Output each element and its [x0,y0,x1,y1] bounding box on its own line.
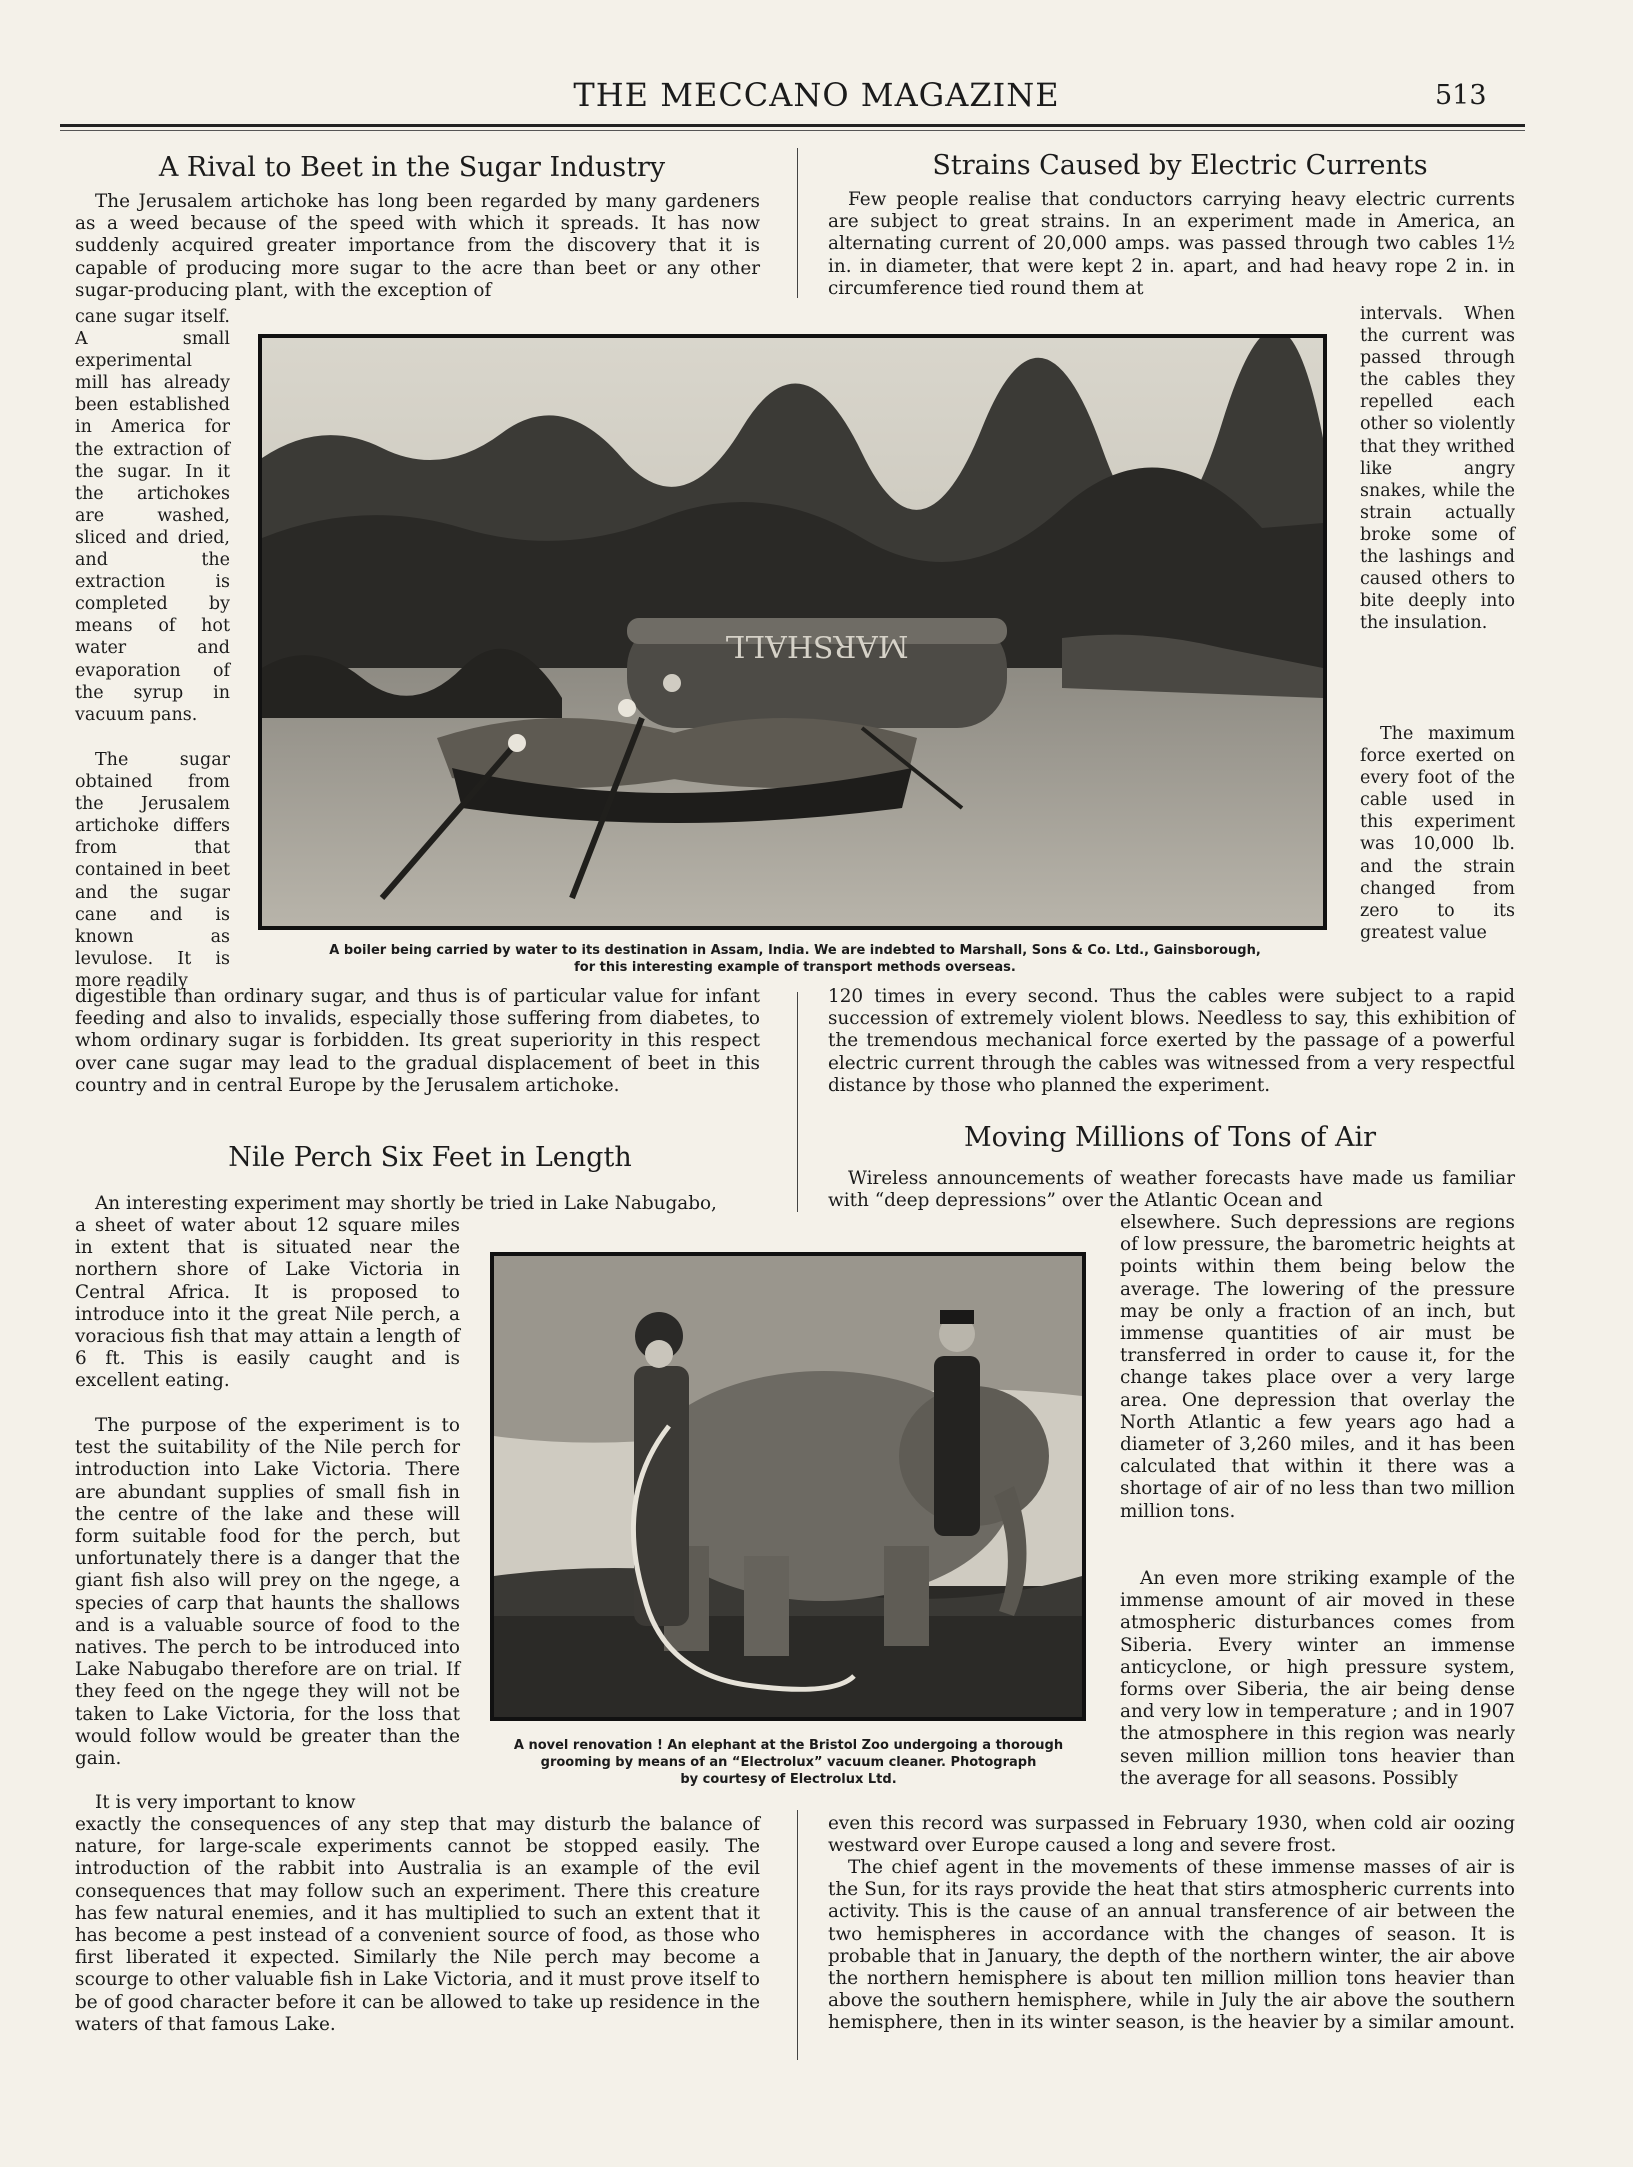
column-divider-middle [797,992,798,1212]
perch-article-heading: Nile Perch Six Feet in Length [228,1142,632,1173]
strains-paragraph-3: The maximum force exerted on every foot of the cable used in this experiment was 10,000 lb. and the strain changed from zero to its greatest value [1360,724,1515,943]
sugar-paragraph-1: The Jerusalem artichoke has long been regarded by many gardeners as a weed because of the speed with which it spreads. It has now suddenly acquired greater importance from the discovery that it is capable of producing more sugar to the acre than beet or any other sugar-producing plant, with the exception of [75,191,760,301]
perch-paragraph-3: The purpose of the experiment is to test the suitability of the Nile perch for introduction into Lake Victoria. There are abundant supplies of small fish in the centre of the lake and these will form suitable food for the perch, but unfortunately there is a danger that the giant fish also will prey on the ngege, a species of carp that haunts the shallows and is a valuable source of food to the natives. The perch to be introduced into Lake Nabugabo therefore are on trial. If they feed on the ngege they will not be taken to Lake Victoria, for the loss that would follow would be greater than the gain. [75,1415,460,1770]
sugar-paragraph-3: The sugar obtained from the Jerusalem artichoke differs from that contained in beet and the sugar cane and is known as levulose. It is more readily [75,750,230,991]
air-paragraph-5: The chief agent in the movements of these immense masses of air is the Sun, for its rays provide the heat that stirs atmospheric currents into activity. This is the cause of an annual transference of air between the two hemispheres in accordance with the changes of season. It is probable that in January, the depth of the northern winter, the air above the northern hemisphere is about ten million million tons heavier than above the southern hemisphere, while in July the air above the southern hemisphere, then in its winter season, is the heavier by a similar amount. [828,1857,1515,2034]
header-rule [60,124,1525,127]
boiler-photo-caption [240,942,1350,976]
elephant-caption-line-1: A novel renovation ! An elephant at the Bristol Zoo undergoing a thorough [513,1738,1064,1753]
column-divider-bottom [797,1810,798,2060]
air-article-heading: Moving Millions of Tons of Air [963,1122,1376,1153]
strains-paragraph-2: intervals. When the current was passed through the cables they repelled each other so violently that they writhed like angry snakes, while the strain actually broke some of the lashings and caused others to bite deeply into the insulation. [1360,304,1515,634]
elephant-caption-line-2: grooming by means of an “Electrolux” vacuum cleaner. Photograph [540,1755,1037,1770]
elephant-photo [490,1252,1086,1721]
page-number: 513 [1435,80,1487,111]
column-divider-top [797,148,798,298]
air-paragraph-1: Wireless announcements of weather forecasts have made us familiar with “deep depressions” over the Atlantic Ocean and [828,1168,1515,1212]
air-paragraph-3: An even more striking example of the immense amount of air moved in these atmospheric disturbances comes from Siberia. Every winter an immense anticyclone, or high pressure system, forms over Siberia, the air being dense and very low in temperature ; and in 1907 the atmosphere in this region was nearly seven million million tons heavier than the average for all seasons. Possibly [1120,1568,1515,1789]
sugar-article-heading: A Rival to Beet in the Sugar Industry [158,152,666,183]
sugar-paragraph-4: digestible than ordinary sugar, and thus is of particular value for infant feeding and also to invalids, especially those suffering from diabetes, to whom ordinary sugar is forbidden. Its great superiority in this respect over cane sugar may lead to the gradual displacement of beet in this country and in central Europe by the Jerusalem artichoke. [75,986,760,1096]
boiler-caption-line-1: A boiler being carried by water to its destination in Assam, India. We are indebted to Marshall, Sons & Co. Ltd., Gainsborough, [329,943,1261,958]
air-paragraph-4: even this record was surpassed in February 1930, when cold air oozing westward over Europe caused a long and severe frost. [828,1813,1515,1857]
elephant-caption-line-3: by courtesy of Electrolux Ltd. [680,1772,897,1787]
elephant-photo-caption [476,1737,1101,1788]
perch-paragraph-5: exactly the consequences of any step that may disturb the balance of nature, for large-scale experiments cannot be stopped easily. The introduction of the rabbit into Australia is an example of the evil consequences that may follow such an experiment. There this creature has few natural enemies, and it has multiplied to such an extent that it has become a pest instead of a convenient source of food, as those who first liberated it expected. Similarly the Nile perch may become a scourge to other valuable fish in Lake Victoria, and it must prove itself to be of good character before it can be allowed to take up residence in the waters of that famous Lake. [75,1814,760,2035]
sugar-paragraph-2: cane sugar itself. A small experimental mill has already been established in America for the extraction of the sugar. In it the artichokes are washed, sliced and dried, and the extraction is completed by means of hot water and evaporation of the syrup in vacuum pans. [75,307,230,725]
air-paragraph-2: elsewhere. Such depressions are regions of low pressure, the barometric heights at points within them being below the average. The lowering of the pressure may be only a fraction of an inch, but immense quantities of air must be transferred in order to cause it, for the change takes place over a very large area. One depression that overlay the North Atlantic a few years ago had a diameter of 3,260 miles, and it has been calculated that within it there was a shortage of air of no less than two million million tons. [1120,1212,1515,1522]
perch-paragraph-4: It is very important to know [95,1792,356,1813]
magazine-title: THE MECCANO MAGAZINE [573,76,1060,114]
boiler-caption-line-2: for this interesting example of transport methods overseas. [574,960,1016,975]
strains-paragraph-4: 120 times in every second. Thus the cables were subject to a rapid succession of extremely violent blows. Needless to say, this exhibition of the tremendous mechanical force exerted by the passage of a powerful electric current through the cables was witnessed from a very respectful distance by those who planned the experiment. [828,986,1515,1096]
header-rule-thin [60,130,1525,131]
perch-paragraph-2: a sheet of water about 12 square miles in extent that is situated near the northern shore of Lake Victoria in Central Africa. It is proposed to introduce into it the great Nile perch, a voracious fish that may attain a length of 6 ft. This is easily caught and is excellent eating. [75,1215,460,1392]
perch-paragraph-1: An interesting experiment may shortly be tried in Lake Nabugabo, [95,1193,717,1214]
boiler-photo [258,334,1327,930]
strains-article-heading: Strains Caused by Electric Currents [932,150,1428,181]
boiler-lettering: MARSHALL [725,628,909,663]
strains-paragraph-1: Few people realise that conductors carrying heavy electric currents are subject to great strains. In an experiment made in America, an alternating current of 20,000 amps. was passed through two cables 1½ in. in diameter, that were kept 2 in. apart, and had heavy rope 2 in. in circumference tied round them at [828,189,1515,299]
